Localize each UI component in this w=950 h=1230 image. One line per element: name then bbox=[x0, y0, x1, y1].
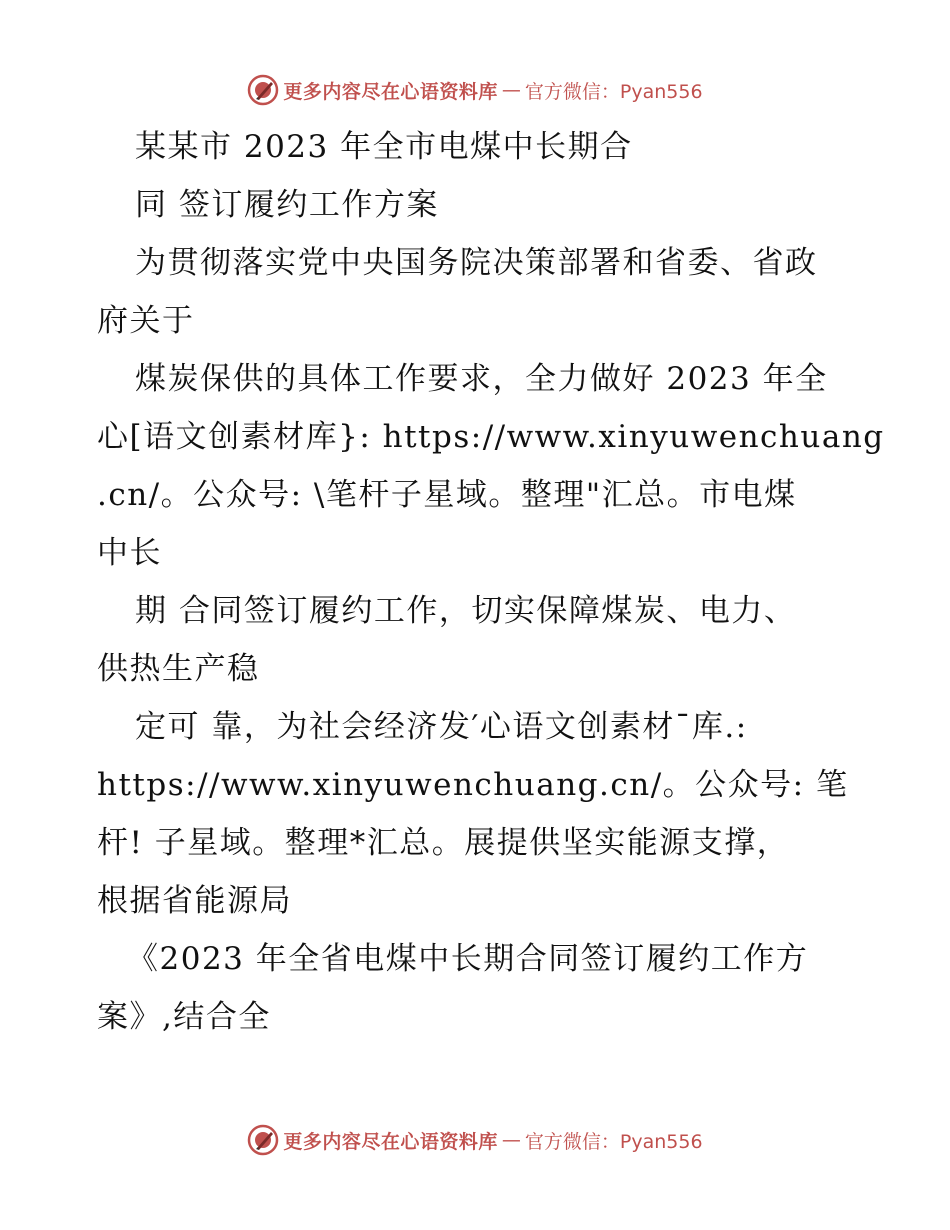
paragraph-line: 中长 bbox=[97, 535, 162, 571]
header-banner-wechat: 官方微信：Pyan556 bbox=[524, 80, 703, 103]
header-banner-text: 更多内容尽在心语资料库 bbox=[283, 80, 498, 103]
paragraph-line: 根据省能源局 bbox=[97, 883, 292, 919]
pen-logo-icon bbox=[247, 1124, 279, 1156]
paragraph-line: .cn/。公众号: \笔杆子星域。整理"汇总。市电煤 bbox=[97, 477, 797, 513]
title-line-1: 某某市 2023 年全市电煤中长期合 bbox=[135, 129, 633, 165]
paragraph-line: 案》,结合全 bbox=[97, 999, 271, 1035]
paragraph-line: 杆! 子星域。整理*汇总。展提供坚实能源支撑， bbox=[97, 825, 790, 861]
footer-banner-inner bbox=[247, 1124, 702, 1156]
paragraph-line: 供热生产稳 bbox=[97, 651, 260, 687]
paragraph-line: 定可 靠，为社会经济发′心语文创素材¯库.: bbox=[135, 709, 748, 745]
paragraph-line: https://www.xinyuwenchuang.cn/。公众号: 笔 bbox=[97, 767, 849, 803]
paragraph-line: 煤炭保供的具体工作要求，全力做好 2023 年全 bbox=[135, 361, 828, 397]
footer-banner-separator: — bbox=[501, 1129, 521, 1151]
header-banner bbox=[0, 70, 950, 110]
footer-banner-wechat: 官方微信：Pyan556 bbox=[524, 1130, 703, 1153]
paragraph-line: 《2023 年全省电煤中长期合同签订履约工作方 bbox=[127, 941, 809, 977]
paragraph-line: 心[语文创素材库}: https://www.xinyuwenchuang bbox=[97, 419, 885, 455]
header-banner-separator: — bbox=[501, 79, 521, 101]
paragraph-line: 府关于 bbox=[97, 303, 195, 339]
paragraph-line: 期 合同签订履约工作，切实保障煤炭、电力、 bbox=[135, 593, 797, 629]
title-line-2: 同 签订履约工作方案 bbox=[135, 187, 439, 223]
footer-banner-text: 更多内容尽在心语资料库 bbox=[283, 1130, 498, 1153]
footer-banner bbox=[0, 1120, 950, 1160]
pen-logo-icon bbox=[247, 74, 279, 106]
header-banner-inner bbox=[247, 74, 702, 106]
document-body bbox=[97, 118, 885, 1046]
paragraph-line: 为贯彻落实党中央国务院决策部署和省委、省政 bbox=[135, 245, 818, 281]
